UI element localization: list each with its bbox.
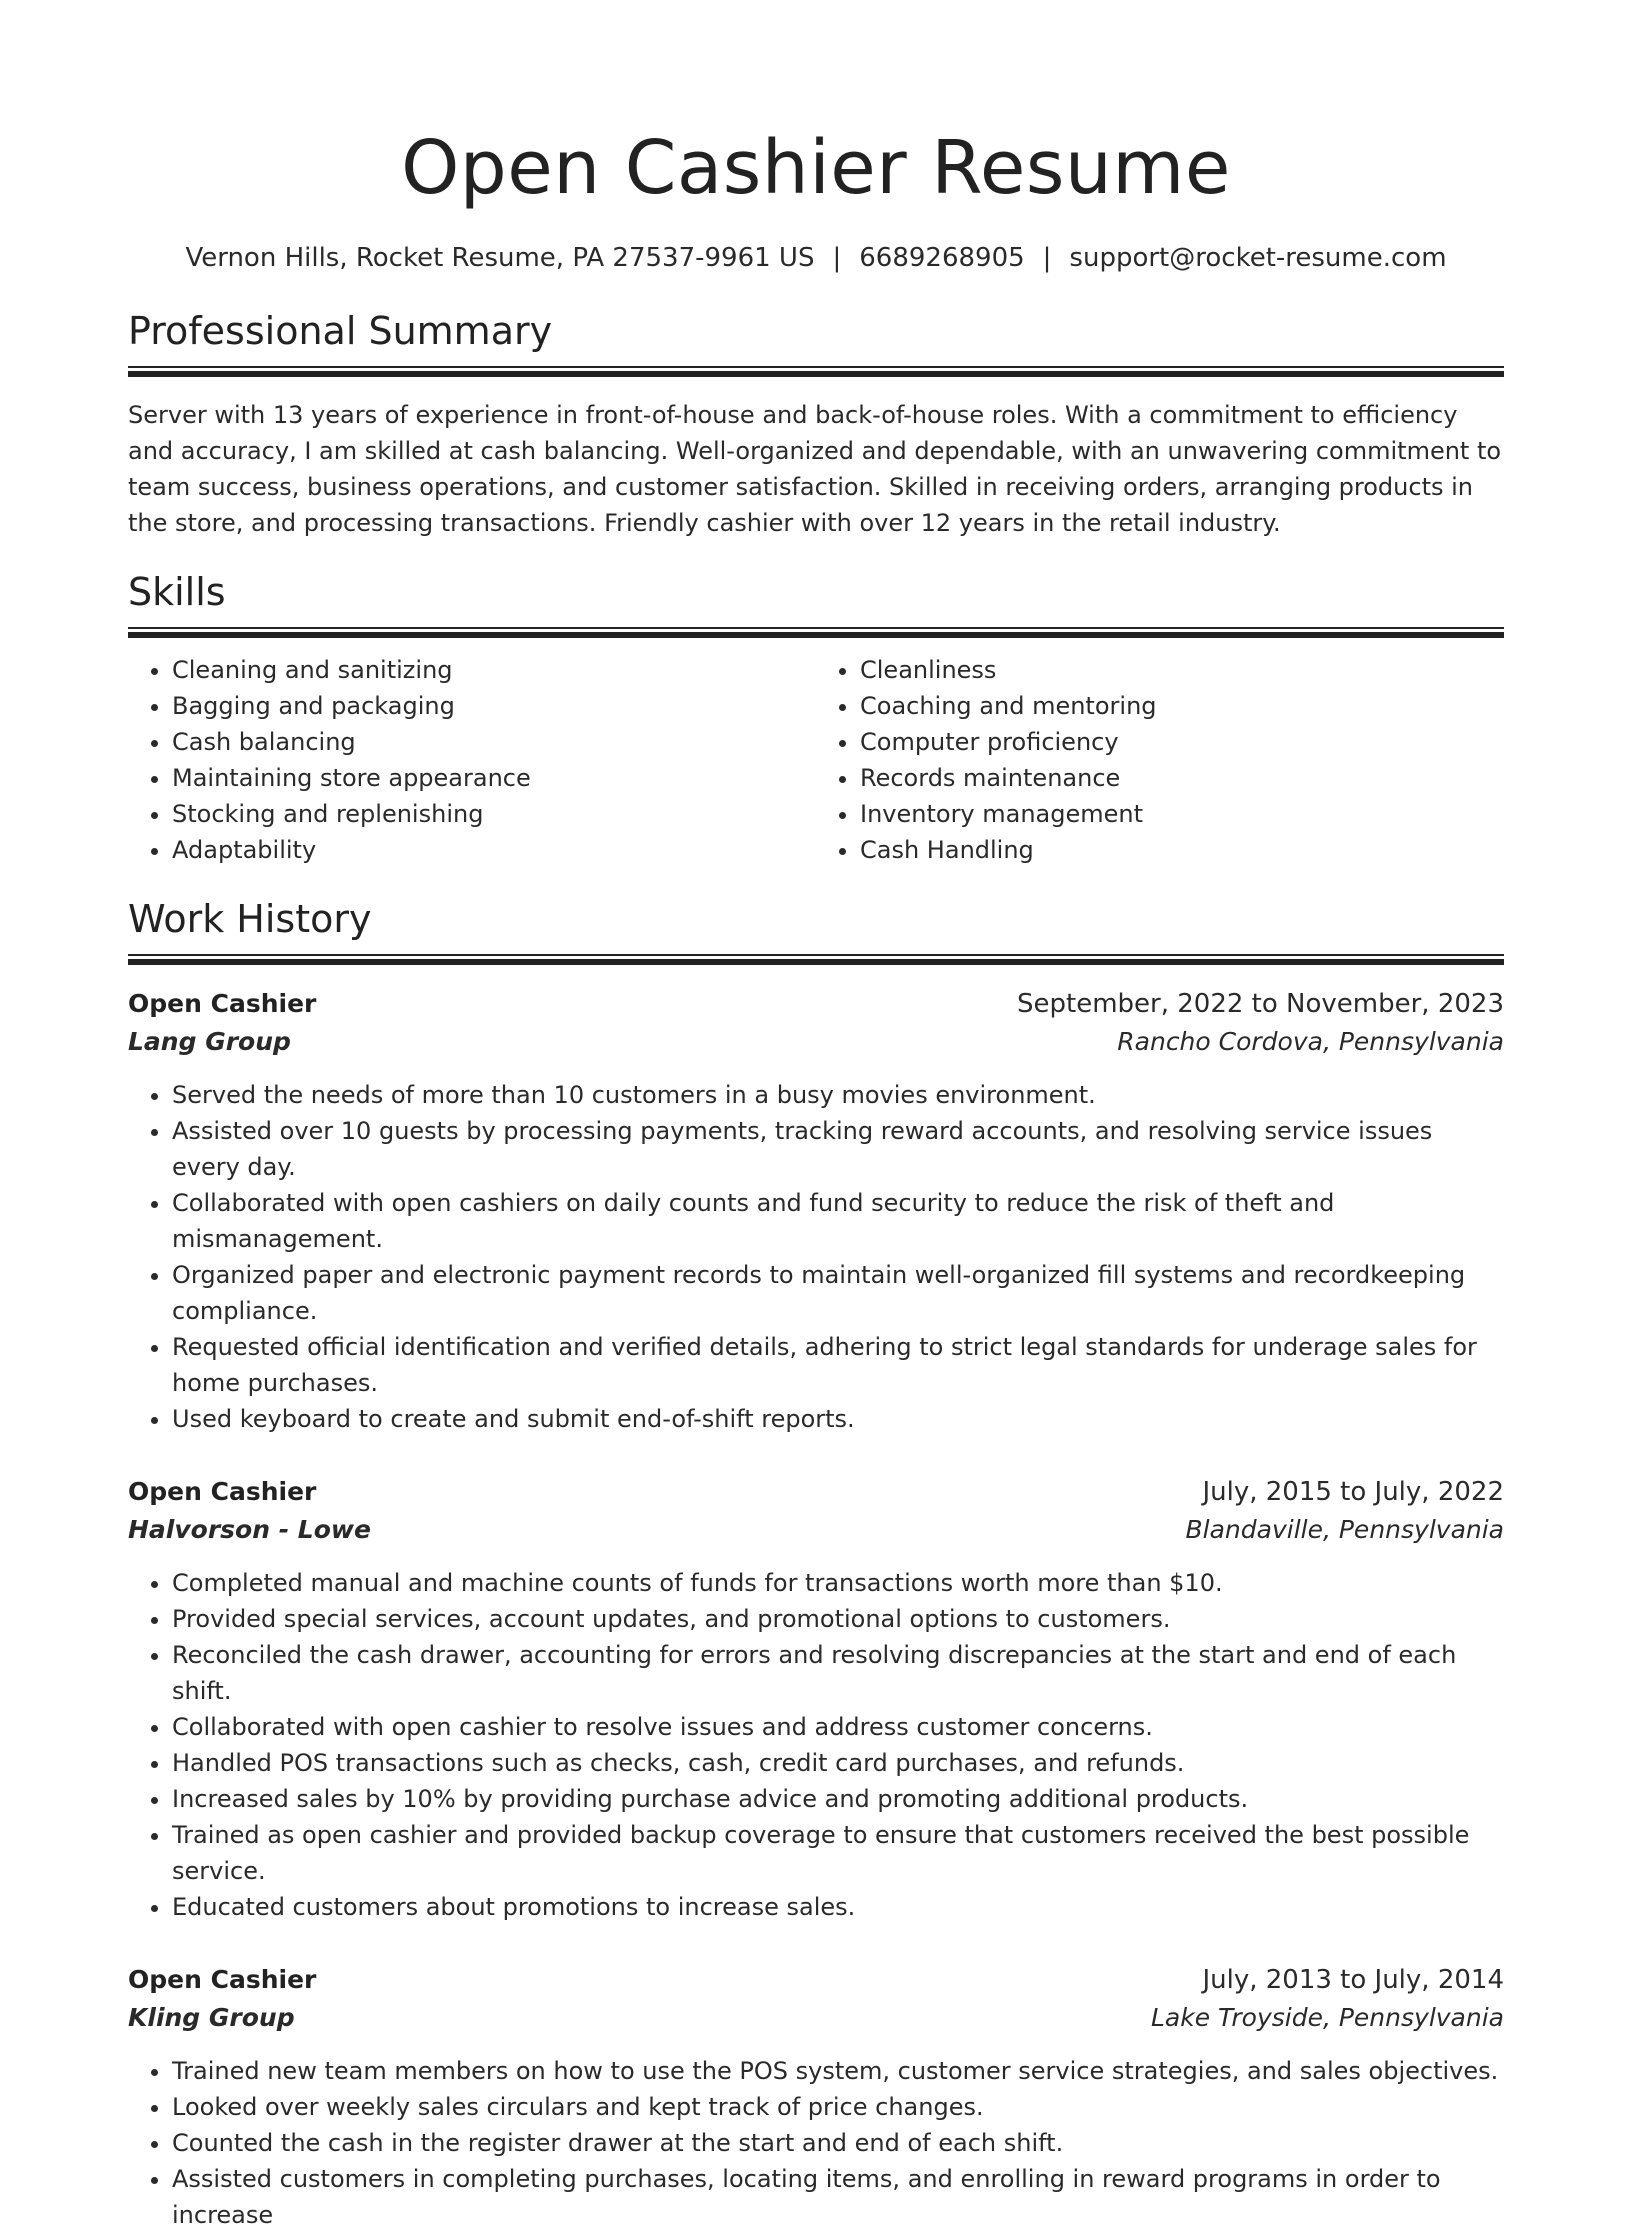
job-bullet: • Counted the cash in the register drawer at the start and end of each shift. bbox=[172, 2125, 1504, 2161]
professional-summary-section bbox=[128, 306, 1504, 541]
skills-section bbox=[128, 567, 1504, 868]
job-location: Rancho Cordova, Pennsylvania bbox=[1117, 1027, 1504, 1056]
job-entry bbox=[128, 985, 1504, 1437]
job-title: Open Cashier bbox=[128, 1965, 317, 1994]
job-bullet: • Requested official identification and verified details, adhering to strict legal standards for underage sales for home purchases. bbox=[172, 1329, 1504, 1401]
job-header-row bbox=[128, 1473, 1504, 1511]
job-title: Open Cashier bbox=[128, 1477, 317, 1506]
contact-phone: 6689268905 bbox=[859, 243, 1025, 273]
job-bullet: • Assisted customers in completing purchases, locating items, and enrolling in reward programs in order to increase bbox=[172, 2161, 1504, 2233]
job-bullet: • Assisted over 10 guests by processing payments, tracking reward accounts, and resolving service issues every day. bbox=[172, 1113, 1504, 1185]
skill-item: • Cleaning and sanitizing bbox=[172, 652, 816, 688]
job-subheader-row bbox=[128, 1999, 1504, 2037]
skill-item: • Computer proficiency bbox=[860, 724, 1504, 760]
section-divider bbox=[128, 627, 1504, 638]
summary-text: Server with 13 years of experience in front-of-house and back-of-house roles. With a commitment to efficiency and accuracy, I am skilled at cash balancing. Well-organized and dependable, with an unwavering commitment to team success, business operations, and customer satisfaction. Skilled in receiving orders, arranging products in the store, and processing transactions. Friendly cashier with over 12 years in the retail industry. bbox=[128, 401, 1502, 537]
job-company: Lang Group bbox=[128, 1027, 291, 1056]
job-bullet: • Completed manual and machine counts of funds for transactions worth more than $10. bbox=[172, 1565, 1504, 1601]
job-bullet: • Looked over weekly sales circulars and kept track of price changes. bbox=[172, 2089, 1504, 2125]
job-dates: July, 2015 to July, 2022 bbox=[1202, 1477, 1504, 1507]
job-subheader-row bbox=[128, 1511, 1504, 1549]
job-bullet: • Collaborated with open cashier to resolve issues and address customer concerns. bbox=[172, 1709, 1504, 1745]
skills-grid bbox=[128, 652, 1504, 868]
skills-column-left bbox=[128, 652, 816, 868]
section-heading: Work History bbox=[128, 897, 372, 941]
job-subheader-row bbox=[128, 1023, 1504, 1061]
contact-email: support@rocket-resume.com bbox=[1069, 243, 1447, 273]
job-bullet: • Trained as open cashier and provided backup coverage to ensure that customers received the best possible service. bbox=[172, 1817, 1504, 1889]
skill-item: • Maintaining store appearance bbox=[172, 760, 816, 796]
job-title: Open Cashier bbox=[128, 989, 317, 1018]
job-bullet: • Educated customers about promotions to increase sales. bbox=[172, 1889, 1504, 1925]
job-bullet: • Handled POS transactions such as checks, cash, credit card purchases, and refunds. bbox=[172, 1745, 1504, 1781]
skill-item: • Coaching and mentoring bbox=[860, 688, 1504, 724]
job-header-row bbox=[128, 1961, 1504, 1999]
job-bullet: • Reconciled the cash drawer, accounting for errors and resolving discrepancies at the start and end of each shift. bbox=[172, 1637, 1504, 1709]
job-bullets bbox=[128, 2053, 1504, 2233]
job-bullet: • Served the needs of more than 10 customers in a busy movies environment. bbox=[172, 1077, 1504, 1113]
section-divider bbox=[128, 366, 1504, 377]
skill-item: • Adaptability bbox=[172, 832, 816, 868]
job-dates: September, 2022 to November, 2023 bbox=[1017, 989, 1504, 1019]
job-entry bbox=[128, 1961, 1504, 2233]
job-company: Kling Group bbox=[128, 2003, 295, 2032]
job-bullet: • Collaborated with open cashiers on daily counts and fund security to reduce the risk of theft and mismanagement. bbox=[172, 1185, 1504, 1257]
skills-column-right bbox=[816, 652, 1504, 868]
contact-separator: | bbox=[1042, 243, 1052, 273]
section-divider bbox=[128, 954, 1504, 965]
contact-address: Vernon Hills, Rocket Resume, PA 27537-9961 US bbox=[185, 243, 815, 273]
job-bullet: • Provided special services, account updates, and promotional options to customers. bbox=[172, 1601, 1504, 1637]
job-dates: July, 2013 to July, 2014 bbox=[1202, 1965, 1504, 1995]
skill-item: • Cash balancing bbox=[172, 724, 816, 760]
section-heading: Skills bbox=[128, 570, 226, 614]
skill-item: • Records maintenance bbox=[860, 760, 1504, 796]
job-bullet: • Used keyboard to create and submit end-of-shift reports. bbox=[172, 1401, 1504, 1437]
section-heading: Professional Summary bbox=[128, 309, 553, 353]
job-company: Halvorson - Lowe bbox=[128, 1515, 371, 1544]
contact-line bbox=[128, 240, 1504, 276]
contact-separator: | bbox=[832, 243, 842, 273]
work-history-section bbox=[128, 894, 1504, 2233]
skill-item: • Cleanliness bbox=[860, 652, 1504, 688]
job-entry bbox=[128, 1473, 1504, 1925]
job-location: Lake Troyside, Pennsylvania bbox=[1150, 2003, 1504, 2032]
job-bullet: • Organized paper and electronic payment records to maintain well-organized fill systems and recordkeeping compliance. bbox=[172, 1257, 1504, 1329]
skill-item: • Inventory management bbox=[860, 796, 1504, 832]
job-bullets bbox=[128, 1077, 1504, 1437]
job-bullet: • Increased sales by 10% by providing purchase advice and promoting additional products. bbox=[172, 1781, 1504, 1817]
job-header-row bbox=[128, 985, 1504, 1023]
resume-title: Open Cashier Resume bbox=[401, 125, 1231, 211]
job-bullets bbox=[128, 1565, 1504, 1925]
skill-item: • Bagging and packaging bbox=[172, 688, 816, 724]
job-location: Blandaville, Pennsylvania bbox=[1185, 1515, 1504, 1544]
job-bullet: • Trained new team members on how to use the POS system, customer service strategies, and sales objectives. bbox=[172, 2053, 1504, 2089]
skill-item: • Cash Handling bbox=[860, 832, 1504, 868]
skill-item: • Stocking and replenishing bbox=[172, 796, 816, 832]
